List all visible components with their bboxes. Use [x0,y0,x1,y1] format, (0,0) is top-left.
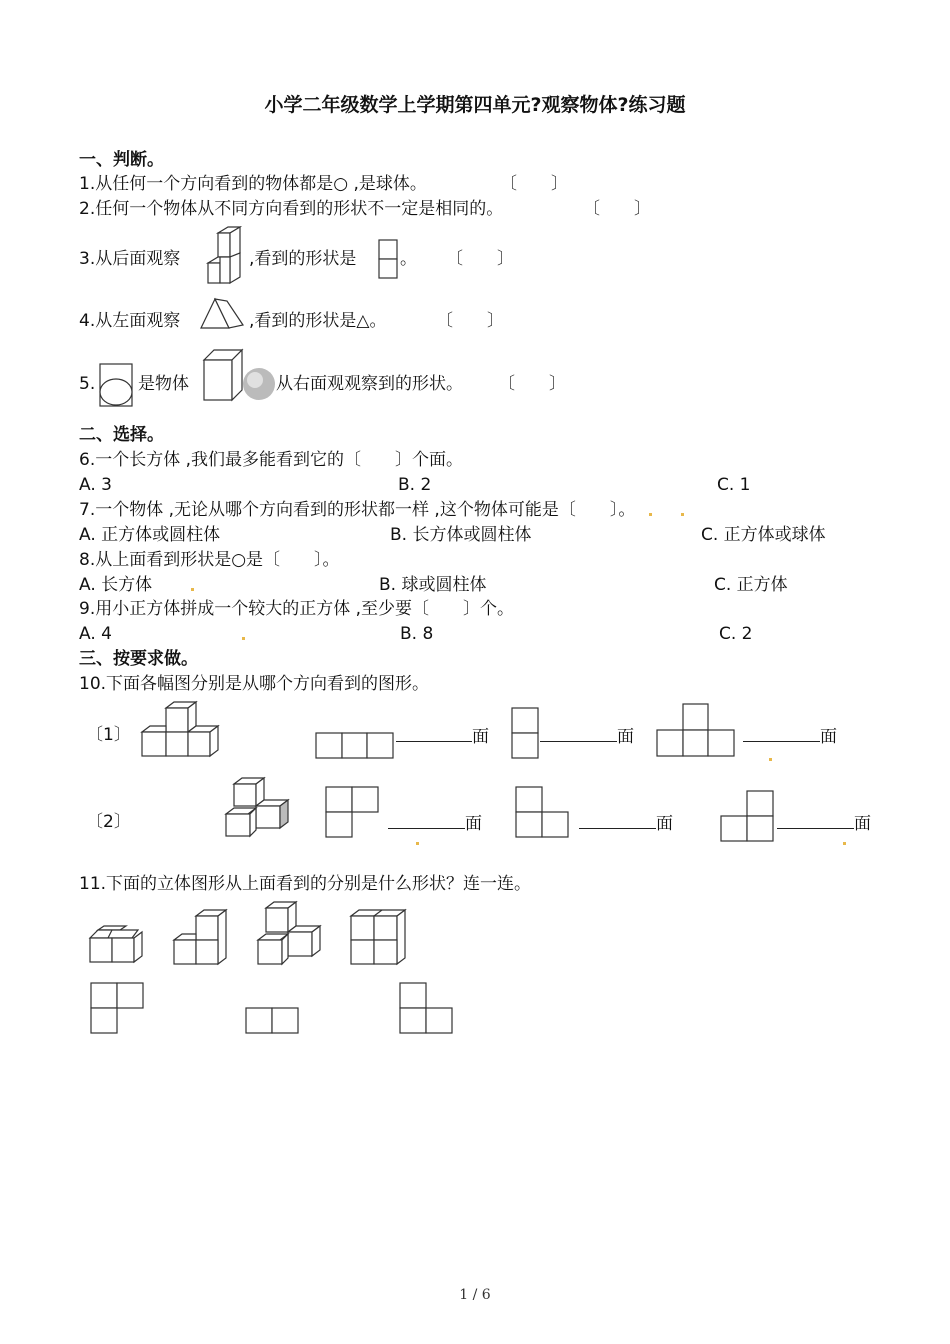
two-squares-column-figure [511,707,541,761]
t-shape-squares-figure [656,703,736,759]
q10-row1-answer-1[interactable]: 面 [396,727,489,746]
l-shape-bottom-left-figure [720,790,776,844]
q11-top-view-two-squares [245,1007,301,1035]
page-number: 1 / 6 [459,1287,491,1303]
answer-bracket-5[interactable]: 〔 〕 [498,374,566,394]
q6-option-b[interactable]: B. 2 [398,475,432,495]
q10-label-2: 〔2〕 [86,812,131,832]
q11-top-view-l-shape-2 [399,982,455,1036]
question-7: 7.一个物体 ,无论从哪个方向看到的形状都一样 ,这个物体可能是〔 〕。 [79,500,636,520]
ink-dot [191,588,194,591]
question-4-part2: ,看到的形状是△。 [249,311,387,331]
q6-option-c[interactable]: C. 1 [717,475,751,495]
answer-blank[interactable] [396,727,472,742]
answer-blank[interactable] [777,814,854,829]
question-6: 6.一个长方体 ,我们最多能看到它的〔 〕个面。 [79,450,464,470]
q10-row2-answer-1[interactable]: 面 [388,814,482,833]
two-squares-vertical-figure [378,239,398,281]
question-5-part1: 5. [79,374,96,394]
section-heading-tasks: 三、按要求做。 [79,649,198,669]
question-5-part2: 是物体 [138,374,189,394]
q11-solid-1 [88,924,148,966]
section-heading-judge: 一、判断。 [79,150,164,170]
q8-option-a[interactable]: A. 长方体 [79,575,153,595]
answer-bracket-3[interactable]: 〔 〕 [446,249,514,269]
question-4-part1: 4.从左面观察 [79,311,181,331]
page-title: 小学二年级数学上学期第四单元?观察物体?练习题 [264,94,686,116]
question-1: 1.从任何一个方向看到的物体都是○ ,是球体。 [79,174,427,194]
answer-blank[interactable] [388,814,465,829]
question-8: 8.从上面看到形状是○是〔 〕。 [79,550,340,570]
q10-row2-answer-2[interactable]: 面 [579,814,673,833]
q8-option-b[interactable]: B. 球或圆柱体 [379,575,487,595]
q9-option-b[interactable]: B. 8 [400,624,434,644]
cube-stack-3d-figure-2 [224,774,292,840]
ink-dot [681,513,684,516]
question-5-part3: 从右面观观察到的形状。 [276,374,463,394]
q9-option-a[interactable]: A. 4 [79,624,112,644]
cube-stack-3d-figure-1 [140,700,222,760]
cuboid-and-ball-figure [202,348,278,402]
q10-row1-answer-3[interactable]: 面 [743,727,837,746]
q10-row2-answer-3[interactable]: 面 [777,814,871,833]
q11-solid-2 [172,908,232,968]
question-9: 9.用小正方体拼成一个较大的正方体 ,至少要〔 〕个。 [79,599,515,619]
ink-dot [843,842,846,845]
q8-option-c[interactable]: C. 正方体 [714,575,788,595]
l-shape-bottom-right-figure [515,786,571,840]
answer-bracket-4[interactable]: 〔 〕 [436,311,504,331]
three-squares-row-figure [315,732,395,760]
ink-dot [416,842,419,845]
ink-dot [769,758,772,761]
question-3-part3: 。 [400,249,417,269]
q11-top-view-l-shape [90,982,146,1036]
section-heading-choice: 二、选择。 [79,425,164,445]
q7-option-c[interactable]: C. 正方体或球体 [701,525,826,545]
question-10: 10.下面各幅图分别是从哪个方向看到的图形。 [79,674,430,694]
q10-row1-answer-2[interactable]: 面 [540,727,634,746]
q11-solid-3 [256,900,324,968]
triangular-prism-figure [199,297,247,331]
stacked-cubes-figure [206,227,246,285]
answer-bracket-1[interactable]: 〔 〕 [500,174,568,194]
answer-blank[interactable] [743,727,820,742]
answer-blank[interactable] [579,814,656,829]
q11-solid-4 [349,908,409,968]
q6-option-a[interactable]: A. 3 [79,475,112,495]
ink-dot [242,637,245,640]
square-with-ellipse-figure [98,362,134,408]
ink-dot [649,513,652,516]
answer-bracket-2[interactable]: 〔 〕 [583,199,651,219]
question-3-part2: ,看到的形状是 [249,249,357,269]
q9-option-c[interactable]: C. 2 [719,624,753,644]
answer-blank[interactable] [540,727,617,742]
question-3-part1: 3.从后面观察 [79,249,181,269]
l-shape-top-right-figure [325,786,381,840]
q7-option-a[interactable]: A. 正方体或圆柱体 [79,525,221,545]
question-2: 2.任何一个物体从不同方向看到的形状不一定是相同的。 [79,199,504,219]
question-11: 11.下面的立体图形从上面看到的分别是什么形状？连一连。 [79,874,532,894]
q10-label-1: 〔1〕 [86,725,131,745]
q7-option-b[interactable]: B. 长方体或圆柱体 [390,525,532,545]
